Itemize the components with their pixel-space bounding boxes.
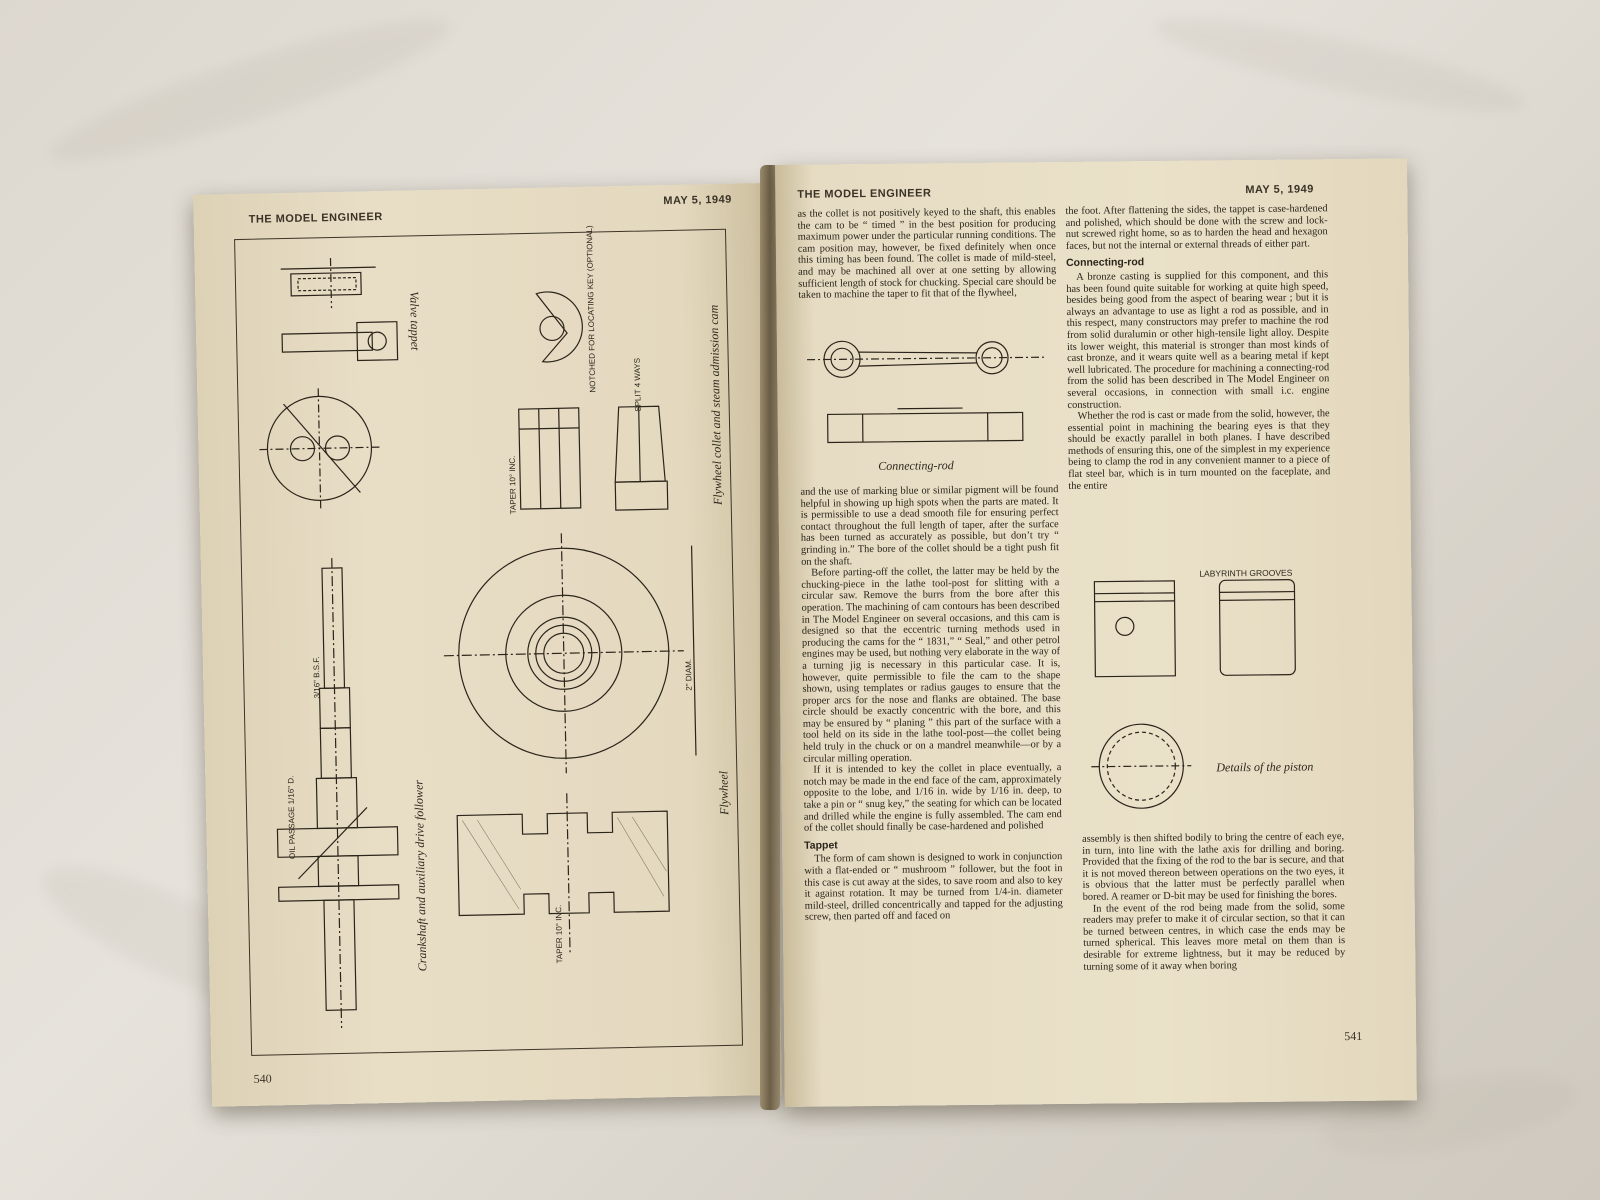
label-taper-collet: TAPER 10° INC. (507, 455, 518, 515)
engineering-drawings (235, 230, 742, 1055)
right-header-title: THE MODEL ENGINEER (797, 187, 932, 201)
paragraph: the foot. After flattening the sides, the tappet is case-hardened and polished, which should be done with the screw and lock-nut screwed right home, so as to harden the head and hexagon faces, but not the internal or external threads of either part. (1065, 203, 1328, 252)
column-2-top (1065, 203, 1330, 492)
valve-tappet-drawing (280, 257, 397, 362)
column-1-body (800, 484, 1063, 924)
paragraph: Before parting-off the collet, the latter may be held by the chucking-piece in the lathe tool-post for slitting with a circular saw. Remove the burrs from the bore after this operation. The machining of cam contours has been described in The Model Engineer on several occasions, and this cam is designed so that the eccentric turning methods used in producing the cams for the “ 1831,” “ Seal,” and other petrol engines may be used, but nothing very elaborate in the way of a turning jig is necessary in this particular case. It is, however, quite permissible to file the cam to the shape shown, using templates or radius gauges to ensure that the proper arcs for the nose and flanks are obtained. The base circle should be exactly concentric with the bore, and this may be ensured by “ planing ” this part of the surface with a tool held on its side in the lathe tool-post—the collet being held truly in the chuck or on a mandrel meanwhile—or by a circular milling operation. (801, 565, 1062, 765)
caption-valve-tappet: Valve tappet (407, 291, 423, 351)
label-oil-passage: OIL PASSAGE 1/16" D. (286, 775, 298, 860)
heading-tappet: Tappet (804, 839, 838, 852)
left-header-title: THE MODEL ENGINEER (248, 210, 383, 226)
caption-piston: Details of the piston (1216, 759, 1314, 775)
label-notched: NOTCHED FOR LOCATING KEY (OPTIONAL) (584, 225, 598, 393)
left-page (193, 183, 782, 1107)
connecting-rod-drawing (797, 332, 1063, 470)
paragraph: In the event of the rod being made from the solid, some readers may prefer to make it of circular section, so that it can be turned between centres, in which case the ends may be turned spherical. This leaves more metal on them than is desirable for extreme lightness, but it may be reduced by turning some of it away when boring (1082, 900, 1346, 973)
heading-connecting-rod: Connecting-rod (1065, 256, 1145, 270)
cam-drawing (258, 387, 380, 509)
label-taper-flywheel: TAPER 10° INC. (554, 904, 565, 964)
label-flywheel-diam: 2" DIAM. (683, 658, 694, 691)
right-page-number: 541 (1344, 1028, 1363, 1044)
caption-flywheel-collet: Flywheel collet and steam admission cam (706, 304, 725, 506)
paragraph: as the collet is not positively keyed to the shaft, this enables the cam to be “ timed ” in the best position for producing maximum power under the particular running conditions. The cam position may, however, be fixed definitely when once this timing has been found. The collet is made of mild-steel, and may be machined all over at one setting by allowing sufficient length of stock for chucking. Special care should be taken to machine the taper to fit that of the flywheel, (797, 206, 1057, 301)
caption-connecting-rod: Connecting-rod (878, 458, 954, 473)
paragraph: The form of cam shown is designed to work in conjunction with a flat-ended or “ mushroom ” follower, but the foot in this case is cut away at the sides, to save room and also to key it against rotation. It may be turned from 1/4-in. diameter mild-steel, drilled concentrically and tapped for the adjusting screw, then parted off and faced on (804, 851, 1063, 924)
paragraph: assembly is then shifted bodily to bring the centre of each eye, in turn, into line with the lathe axis for drilling and boring. Provided that the fixing of the rod to the bar is secure, and that it is not moved thereon between operations on the two eyes, it is obvious that the latter must be perfectly parallel when bored. A reamer or D-bit may be used for finishing the bores. (1082, 831, 1345, 903)
paragraph: and the use of marking blue or similar pigment will be found helpful in showing up high spots when the parts are mated. It is permissible to use a dead smooth file for ensuring perfect contact throughout the full length of taper, after the surface has been turned as accurately as possible, but don’t try “ grinding in.” The bore of the collet should be a tight push fit on the shaft. (800, 484, 1060, 568)
open-magazine (185, 145, 1445, 1105)
column-1-top (797, 206, 1056, 301)
right-header-date: MAY 5, 1949 (1245, 183, 1314, 197)
label-labyrinth: LABYRINTH GROOVES (1199, 567, 1293, 579)
caption-crankshaft: Crankshaft and auxiliary drive follower (411, 779, 430, 972)
caption-flywheel: Flywheel (716, 770, 732, 816)
paragraph: Whether the rod is cast or made from the solid, however, the essential point in machining the bearing eyes is that they should be exactly parallel in both planes. I have described methods of ensuring this, one of the simplest in my experience being to clamp the rod in any convenient manner to a piece of flat steel bar, which is in turn mounted on the faceplate, and the entire (1067, 408, 1331, 492)
right-page (775, 158, 1417, 1107)
drawing-frame (234, 225, 743, 1056)
piston-drawing (1079, 569, 1342, 832)
paragraph: A bronze casting is supplied for this component, and this has been found quite suitable for working at quite high speed, besides being good from the aspect of bearing wear ; but it is always an advantage to use as light a rod as possible, and in this respect, many constructors may prefer to machine the rod from solid duralumin or other high-tensile light alloy. Despite its lower weight, this material is stronger than most kinds of cast bronze, and it wears quite well as a bearing metal if kept well lubricated. The procedure for machining a connecting-rod from the solid has been described in The Model Engineer on several occasions, in connection with small i.c. engine construction. (1066, 269, 1330, 411)
left-page-number: 540 (253, 1071, 272, 1086)
left-header-date: MAY 5, 1949 (663, 193, 732, 208)
paragraph: If it is intended to key the collet in place eventually, a notch may be made in the end face of the cam, approximately opposite to the lobe, and 1/16 in. wide by 1/16 in. deep, to take a pin or “ snug key,” the seating for which can be located and drilled while the engine is fully assembled. The cam end of the collet should finally be case-hardened and polished (803, 762, 1062, 834)
column-2-bottom (1082, 831, 1345, 973)
label-bsf: 3/16" B.S.F. (311, 656, 322, 699)
label-split: SPLIT 4 WAYS (632, 357, 643, 412)
